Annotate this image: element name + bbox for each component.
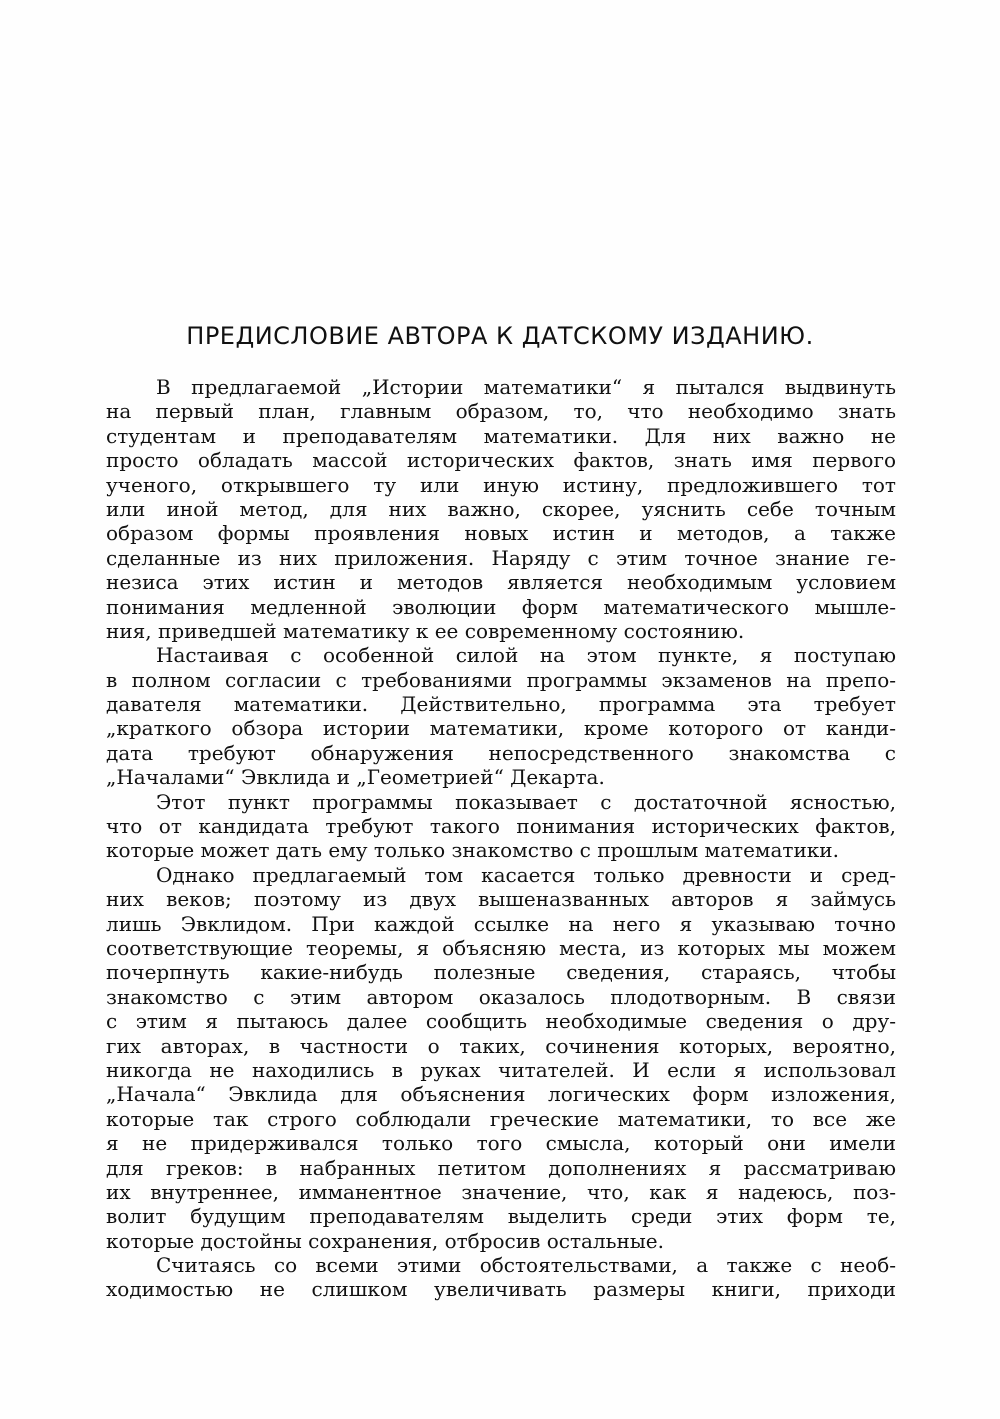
- text-line: знакомство с этим автором оказалось плодотворным. В связи: [106, 984, 896, 1009]
- text-line: для греков: в набранных петитом дополнениях я рассматриваю: [106, 1155, 896, 1180]
- text-line: образом формы проявления новых истин и методов, а также: [106, 521, 896, 546]
- text-line: соответствующие теоремы, я объясняю места, из которых мы можем: [106, 935, 896, 960]
- text-line: никогда не находились в руках читателей. И если я использовал: [106, 1057, 896, 1082]
- text-line: что от кандидата требуют такого понимания исторических фактов,: [106, 814, 896, 839]
- text-line: или иной метод, для них важно, скорее, уяснить себе точным: [106, 496, 896, 521]
- text-line: них веков; поэтому из двух вышеназванных авторов я займусь: [106, 887, 896, 912]
- text-line: просто обладать массой исторических фактов, знать имя первого: [106, 448, 896, 473]
- text-line: в полном согласии с требованиями программы экзаменов на препо-: [106, 667, 896, 692]
- text-line: с этим я пытаюсь далее сообщить необходимые сведения о дру-: [106, 1009, 896, 1034]
- text-line: на первый план, главным образом, то, что необходимо знать: [106, 399, 896, 424]
- text-line: Однако предлагаемый том касается только древности и сред-: [156, 862, 896, 887]
- text-line: лишь Эвклидом. При каждой ссылке на него я указываю точно: [106, 911, 896, 936]
- text-line: „краткого обзора истории математики, кроме которого от канди-: [106, 716, 896, 741]
- text-line: понимания медленной эволюции форм математического мышле-: [106, 594, 896, 619]
- text-line: студентам и преподавателям математики. Для них важно не: [106, 423, 896, 448]
- text-line: которые так строго соблюдали греческие математики, то все же: [106, 1106, 896, 1131]
- text-line: „Началами“ Эвклида и „Геометрией“ Декарта.: [106, 765, 605, 790]
- text-line: ния, приведшей математику к ее современному состоянию.: [106, 618, 745, 643]
- text-line: В предлагаемой „Истории математики“ я пытался выдвинуть: [156, 375, 896, 399]
- text-line: Считаясь со всеми этими обстоятельствами, а также с необ-: [156, 1253, 896, 1278]
- text-line: гих авторах, в частности о таких, сочинения которых, вероятно,: [106, 1033, 896, 1058]
- text-line: которые может дать ему только знакомство с прошлым математики.: [106, 838, 839, 863]
- text-line: их внутреннее, имманентное значение, что, как я надеюсь, поз-: [106, 1179, 896, 1204]
- text-line: давателя математики. Действительно, программа эта требует: [106, 692, 896, 717]
- text-line: почерпнуть какие-нибудь полезные сведения, стараясь, чтобы: [106, 960, 896, 985]
- text-line: волит будущим преподавателям выделить среди этих форм те,: [106, 1204, 896, 1229]
- text-line: которые достойны сохранения, отбросив остальные.: [106, 1228, 664, 1253]
- text-line: дата требуют обнаружения непосредственного знакомства с: [106, 740, 896, 765]
- text-line: Этот пункт программы показывает с достаточной ясностью,: [156, 789, 896, 814]
- text-line: „Начала“ Эвклида для объяснения логических форм изложения,: [106, 1082, 896, 1107]
- text-line: Настаивая с особенной силой на этом пункте, я поступаю: [156, 643, 896, 668]
- page-title: ПРЕДИСЛОВИЕ АВТОРА К ДАТСКОМУ ИЗДАНИЮ.: [186, 322, 814, 350]
- text-line: я не придерживался только того смысла, который они имели: [106, 1131, 896, 1156]
- text-line: незиса этих истин и методов является необходимым условием: [106, 570, 896, 595]
- text-line: сделанные из них приложения. Наряду с этим точное знание ге-: [106, 545, 896, 570]
- text-line: ученого, открывшего ту или иную истину, предложившего тот: [106, 472, 896, 497]
- body-text: [106, 375, 896, 1302]
- text-line: ходимостью не слишком увеличивать размеры книги, приходи: [106, 1277, 896, 1302]
